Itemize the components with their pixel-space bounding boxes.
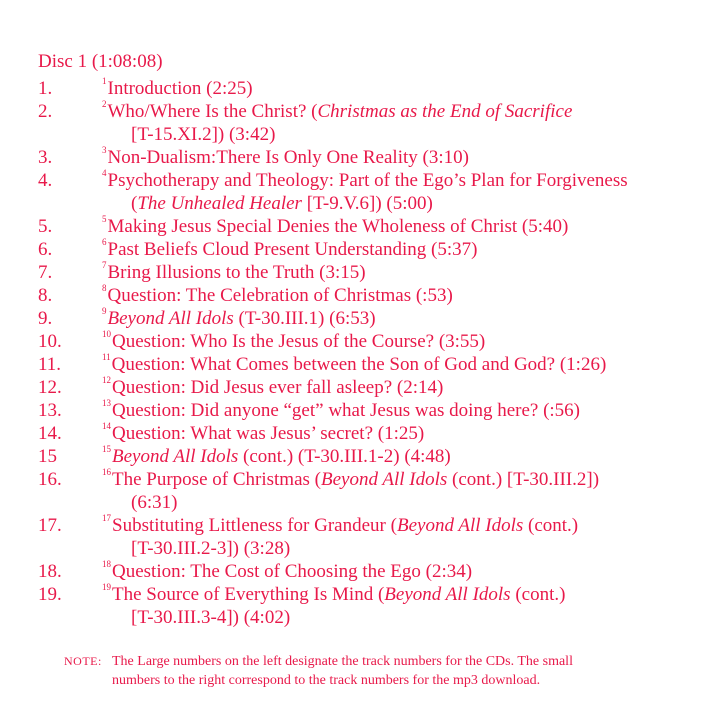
disc-title: Disc 1 (1:08:08) — [38, 51, 163, 72]
track-title: $^3$Non-Dualism:There Is Only One Reality (3:10) — [102, 145, 469, 168]
cd-track-number: 1. — [38, 78, 53, 99]
cd-track-number: 19. — [38, 584, 62, 605]
track-title: $^2$Who/Where Is the Christ? (Christmas as the End of Sacrifice — [102, 99, 573, 122]
cd-track-number: 5. — [38, 216, 53, 237]
note-text-line-2: numbers to the right correspond to the track numbers for the mp3 download. — [112, 673, 541, 688]
cd-track-number: 18. — [38, 561, 62, 582]
track-title-continued: [T-30.III.2-3]) (3:28) — [131, 538, 291, 559]
track-title: $^{19}$The Source of Everything Is Mind (Beyond All Idols (cont.) — [102, 582, 566, 605]
mp3-track-number: 15 — [102, 444, 111, 454]
track-title: $^9$Beyond All Idols (T-30.III.1) (6:53) — [102, 306, 376, 329]
track-title: $^{11}$Question: What Comes between the Son of God and God? (1:26) — [102, 352, 607, 375]
track-title: $^{12}$Question: Did Jesus ever fall asleep? (2:14) — [102, 375, 444, 398]
cd-track-number: 7. — [38, 262, 53, 283]
cd-track-number: 10. — [38, 331, 62, 352]
track-title: $^{16}$The Purpose of Christmas (Beyond All Idols (cont.) [T-30.III.2]) — [102, 467, 600, 490]
note-text-line-1: The Large numbers on the left designate the track numbers for the CDs. The small — [112, 654, 573, 669]
mp3-track-number: 1 — [102, 76, 107, 86]
track-title-continued: [T-30.III.3-4]) (4:02) — [131, 607, 291, 628]
mp3-track-number: 6 — [102, 237, 107, 247]
track-title: $^{13}$Question: Did anyone “get” what Jesus was doing here? (:56) — [102, 398, 581, 421]
track-title: $^{10}$Question: Who Is the Jesus of the Course? (3:55) — [102, 329, 486, 352]
cd-track-number: 2. — [38, 101, 53, 122]
mp3-track-number: 16 — [102, 467, 111, 477]
track-title: $^8$Question: The Celebration of Christmas (:53) — [102, 283, 453, 306]
mp3-track-number: 19 — [102, 582, 111, 592]
mp3-track-number: 2 — [102, 99, 107, 109]
cd-track-number: 8. — [38, 285, 53, 306]
track-title: $^{15}$Beyond All Idols (cont.) (T-30.III.1-2) (4:48) — [102, 444, 451, 467]
mp3-track-number: 10 — [102, 329, 111, 339]
mp3-track-number: 12 — [102, 375, 111, 385]
track-title-continued: (The Unhealed Healer [T-9.V.6]) (5:00) — [131, 193, 433, 214]
mp3-track-number: 14 — [102, 421, 111, 431]
cd-track-number: 3. — [38, 147, 53, 168]
cd-track-number: 16. — [38, 469, 62, 490]
mp3-track-number: 13 — [102, 398, 111, 408]
mp3-track-number: 9 — [102, 306, 107, 316]
cd-track-number: 17. — [38, 515, 62, 536]
cd-track-number: 11. — [38, 354, 62, 375]
track-title: $^7$Bring Illusions to the Truth (3:15) — [102, 260, 366, 283]
track-title: $^5$Making Jesus Special Denies the Wholeness of Christ (5:40) — [102, 214, 569, 237]
track-title: $^1$Introduction (2:25) — [102, 76, 253, 99]
mp3-track-number: 8 — [102, 283, 107, 293]
cd-track-number: 15 — [38, 446, 57, 467]
cd-track-number: 9. — [38, 308, 53, 329]
cd-track-number: 4. — [38, 170, 53, 191]
note-label: NOTE: — [64, 654, 102, 668]
track-title: $^{17}$Substituting Littleness for Grandeur (Beyond All Idols (cont.) — [102, 513, 579, 536]
cd-track-number: 14. — [38, 423, 62, 444]
track-title-continued: [T-15.XI.2]) (3:42) — [131, 124, 276, 145]
cd-track-number: 13. — [38, 400, 62, 421]
mp3-track-number: 3 — [102, 145, 107, 155]
track-title-continued: (6:31) — [131, 492, 178, 513]
mp3-track-number: 11 — [102, 352, 111, 362]
mp3-track-number: 7 — [102, 260, 107, 270]
mp3-track-number: 18 — [102, 559, 111, 569]
track-title: $^{18}$Question: The Cost of Choosing the Ego (2:34) — [102, 559, 473, 582]
track-title: $^6$Past Beliefs Cloud Present Understanding (5:37) — [102, 237, 478, 260]
cd-track-number: 12. — [38, 377, 62, 398]
track-title: $^{14}$Question: What was Jesus’ secret? (1:25) — [102, 421, 425, 444]
mp3-track-number: 4 — [102, 168, 107, 178]
mp3-track-number: 17 — [102, 513, 111, 523]
track-title: $^4$Psychotherapy and Theology: Part of the Ego’s Plan for Forgiveness — [102, 168, 628, 191]
cd-track-number: 6. — [38, 239, 53, 260]
mp3-track-number: 5 — [102, 214, 107, 224]
